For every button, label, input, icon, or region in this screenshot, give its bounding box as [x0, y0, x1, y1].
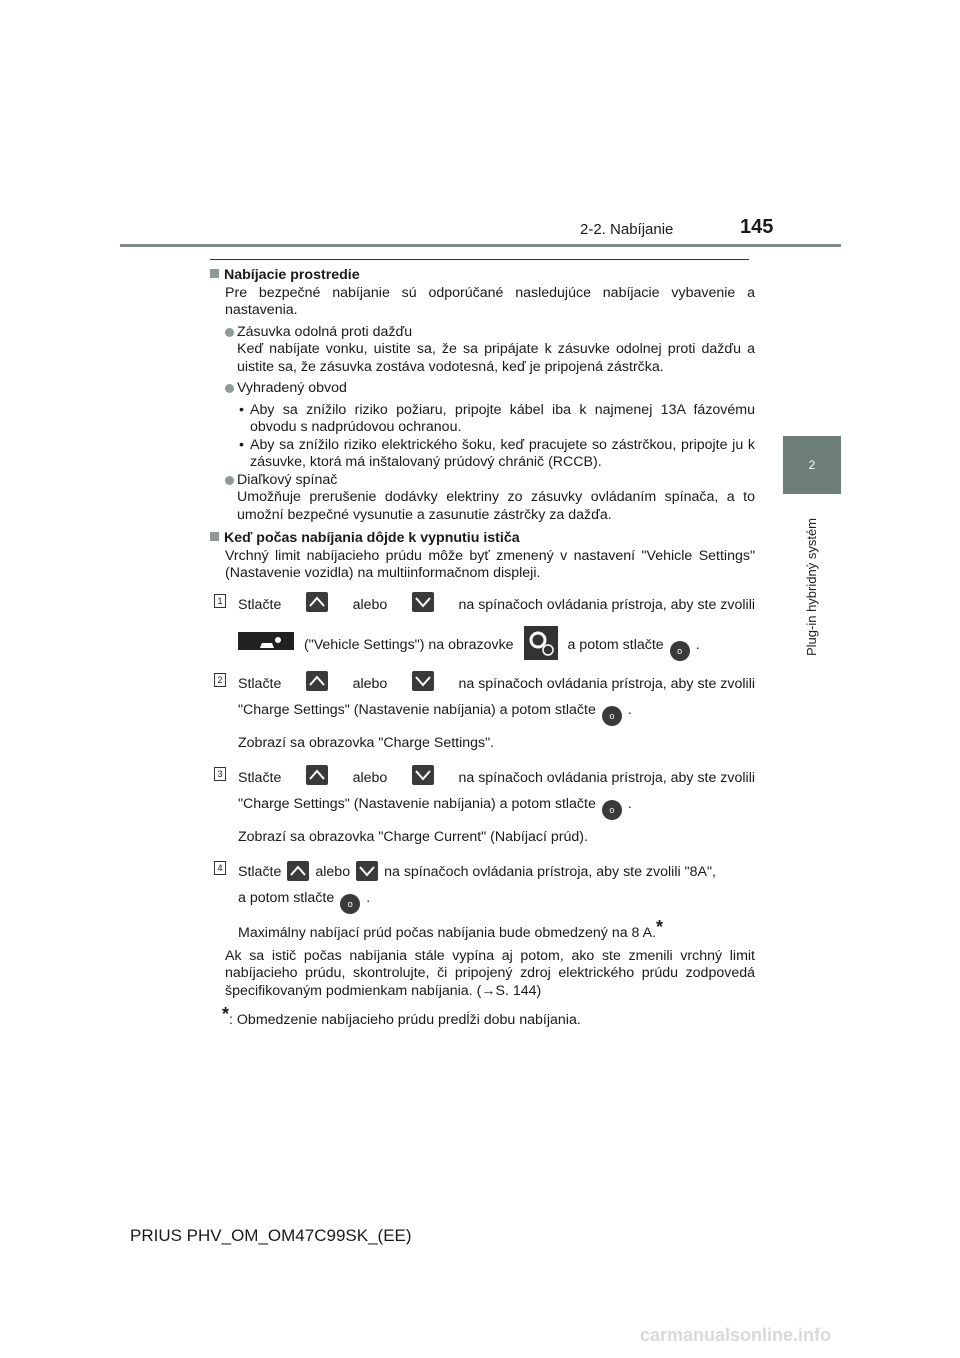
chevron-up-icon [287, 861, 309, 881]
step-result: Zobrazí sa obrazovka "Charge Current" (Nabíjací prúd). [238, 828, 588, 845]
bullet-text: Keď nabíjate vonku, uistite sa, že sa pripájate k zásuvke odolnej proti dažďu a uistite sa, že zásuvka zostáva vodotesná, keď je pripojená zástrčka. [237, 341, 755, 375]
step-text: a potom stlačte [567, 636, 664, 653]
breaker-intro: Vrchný limit nabíjacieho prúdu môže byť zmenený v nastavení "Vehicle Settings" (Nastavenie vozidla) na multiinformačnom displeji. [225, 547, 755, 581]
vehicle-settings-icon [238, 632, 294, 650]
bullet-title: Diaľkový spínač [237, 471, 338, 488]
chevron-up-icon [306, 671, 328, 691]
bullet-circuit [225, 380, 755, 398]
step-number: 3 [214, 767, 226, 781]
step-text: "Charge Settings" (Nastavenie nabíjania) a potom stlačte [238, 795, 596, 812]
sub-text: Aby sa znížilo riziko elektrického šoku, keď pracujete so zástrčkou, pripojte ju k zásuvke, ktorá má inštalovaný prúdový chránič (RCCB). [250, 436, 755, 470]
chapter-title-vertical [798, 500, 826, 660]
step-number: 1 [214, 594, 226, 608]
step-result: Maximálny nabíjací prúd počas nabíjania bude obmedzený na 8 A. [238, 924, 657, 941]
bullet-title: Vyhradený obvod [237, 380, 347, 396]
step-4: 4 Stlačte alebo na spínačoch ovládania prístroja, aby ste zvolili "8A", a potom stlačte o . Maximálny nabíjací prúd počas nabíjania bude obmedzený na 8 A.* [214, 859, 755, 946]
step-2: 2 Stlačte alebo na spínačoch ovládania prístroja, aby ste zvolili "Charge Settings" (Nastavenie nabíjania) a potom stlačte o . Zobrazí sa obrazovka "Charge Settings". [214, 671, 755, 756]
bullet-remote-switch [225, 472, 755, 525]
footnote-star: * [656, 916, 664, 937]
ok-button-icon: o [340, 894, 360, 914]
ok-button-icon: o [670, 641, 690, 661]
watermark: carmanualsonline.info [640, 1325, 832, 1345]
settings-gear-icon [524, 626, 558, 660]
page-number: 145 [740, 216, 774, 238]
step-text: Stlačte [238, 675, 282, 692]
chevron-down-icon [356, 861, 378, 881]
content-divider [210, 259, 749, 260]
bullet-text: Umožňuje prerušenie dodávky elektriny zo zásuvky ovládaním spínača, a to umožní bezpečné vysunutie a zasunutie zástrčky za dažďa. [237, 489, 755, 523]
env-heading [210, 267, 755, 285]
step-text: "Charge Settings" (Nastavenie nabíjania) a potom stlačte [238, 701, 596, 718]
chevron-up-icon [306, 765, 328, 785]
chapter-title: Plug-in hybridný systém [804, 518, 819, 656]
chapter-tab [783, 436, 841, 494]
ok-button-icon: o [602, 800, 622, 820]
closing-note: Ak sa istič počas nabíjania stále vypína aj potom, ako ste zmenili vrchný limit nabíjacieho prúdu, skontrolujte, či pripojený zdroj elektrického prúdu zodpovedá špecifikovaným podmienkam nabíjania. (→S. 144) [225, 947, 755, 999]
square-bullet-icon [210, 269, 219, 278]
step-text: na spínačoch ovládania prístroja, aby ste zvolili [458, 675, 755, 692]
section-title: 2-2. Nabíjanie [580, 221, 674, 238]
header-divider [120, 244, 841, 247]
step-text: alebo [352, 596, 388, 613]
chevron-down-icon [412, 592, 434, 612]
chevron-up-icon [306, 592, 328, 612]
chevron-down-icon [412, 671, 434, 691]
step-result: Zobrazí sa obrazovka "Charge Settings". [238, 734, 495, 751]
step-text: Stlačte [238, 863, 282, 880]
step-3: 3 Stlačte alebo na spínačoch ovládania prístroja, aby ste zvolili "Charge Settings" (Nastavenie nabíjania) a potom stlačte o . Zobrazí sa obrazovka "Charge Current" (Nabíjací prúd). [214, 765, 755, 850]
step-text: alebo [352, 675, 388, 692]
chapter-number: 2 [808, 458, 816, 472]
sub-item: • Aby sa znížilo riziko elektrického šoku, keď pracujete so zástrčkou, pripojte ju k zásuvke, ktorá má inštalovaný prúdový chránič (RCCB). [239, 436, 755, 470]
step-text: na spínačoch ovládania prístroja, aby ste zvolili [458, 596, 755, 613]
doc-code: PRIUS PHV_OM_OM47C99SK_(EE) [130, 1226, 412, 1245]
breaker-title: Keď počas nabíjania dôjde k vypnutiu ističa [224, 530, 520, 546]
ok-button-icon: o [602, 706, 622, 726]
chevron-down-icon [412, 765, 434, 785]
step-text: alebo [352, 769, 388, 786]
sub-text: Aby sa znížilo riziko požiaru, pripojte kábel iba k najmenej 13A fázovému obvodu s nadprúdovou ochranou. [250, 401, 755, 435]
step-text: a potom stlačte [238, 889, 335, 906]
step-text: Stlačte [238, 769, 282, 786]
step-text: na spínačoch ovládania prístroja, aby ste zvolili [458, 769, 755, 786]
step-1: 1 Stlačte alebo na spínačoch ovládania prístroja, aby ste zvolili ("Vehicle Settings") na obrazovke a potom stlačte o . [214, 592, 755, 662]
step-text: na spínačoch ovládania prístroja, aby ste zvolili "8A", [384, 863, 716, 880]
step-text: ("Vehicle Settings") na obrazovke [303, 636, 514, 653]
footnote-star: * [222, 1004, 230, 1024]
bullet-rainproof [225, 324, 755, 377]
breaker-heading [210, 530, 755, 548]
env-intro: Pre bezpečné nabíjanie sú odporúčané nasledujúce nabíjacie vybavenie a nastavenia. [225, 284, 755, 318]
env-title: Nabíjacie prostredie [224, 267, 360, 283]
sub-item: • Aby sa znížilo riziko požiaru, pripojte kábel iba k najmenej 13A fázovému obvodu s nadprúdovou ochranou. [239, 401, 755, 435]
main-content [210, 265, 755, 1030]
footnote [222, 1006, 755, 1030]
round-bullet-icon [225, 328, 234, 337]
bullet-title: Zásuvka odolná proti dažďu [237, 323, 413, 340]
step-number: 4 [214, 861, 226, 875]
step-text: Stlačte [238, 596, 282, 613]
footnote-text: : Obmedzenie nabíjacieho prúdu predĺži dobu nabíjania. [229, 1012, 581, 1028]
round-bullet-icon [225, 476, 234, 485]
square-bullet-icon [210, 532, 219, 541]
round-bullet-icon [225, 384, 234, 393]
step-text: alebo [315, 863, 351, 880]
step-number: 2 [214, 673, 226, 687]
